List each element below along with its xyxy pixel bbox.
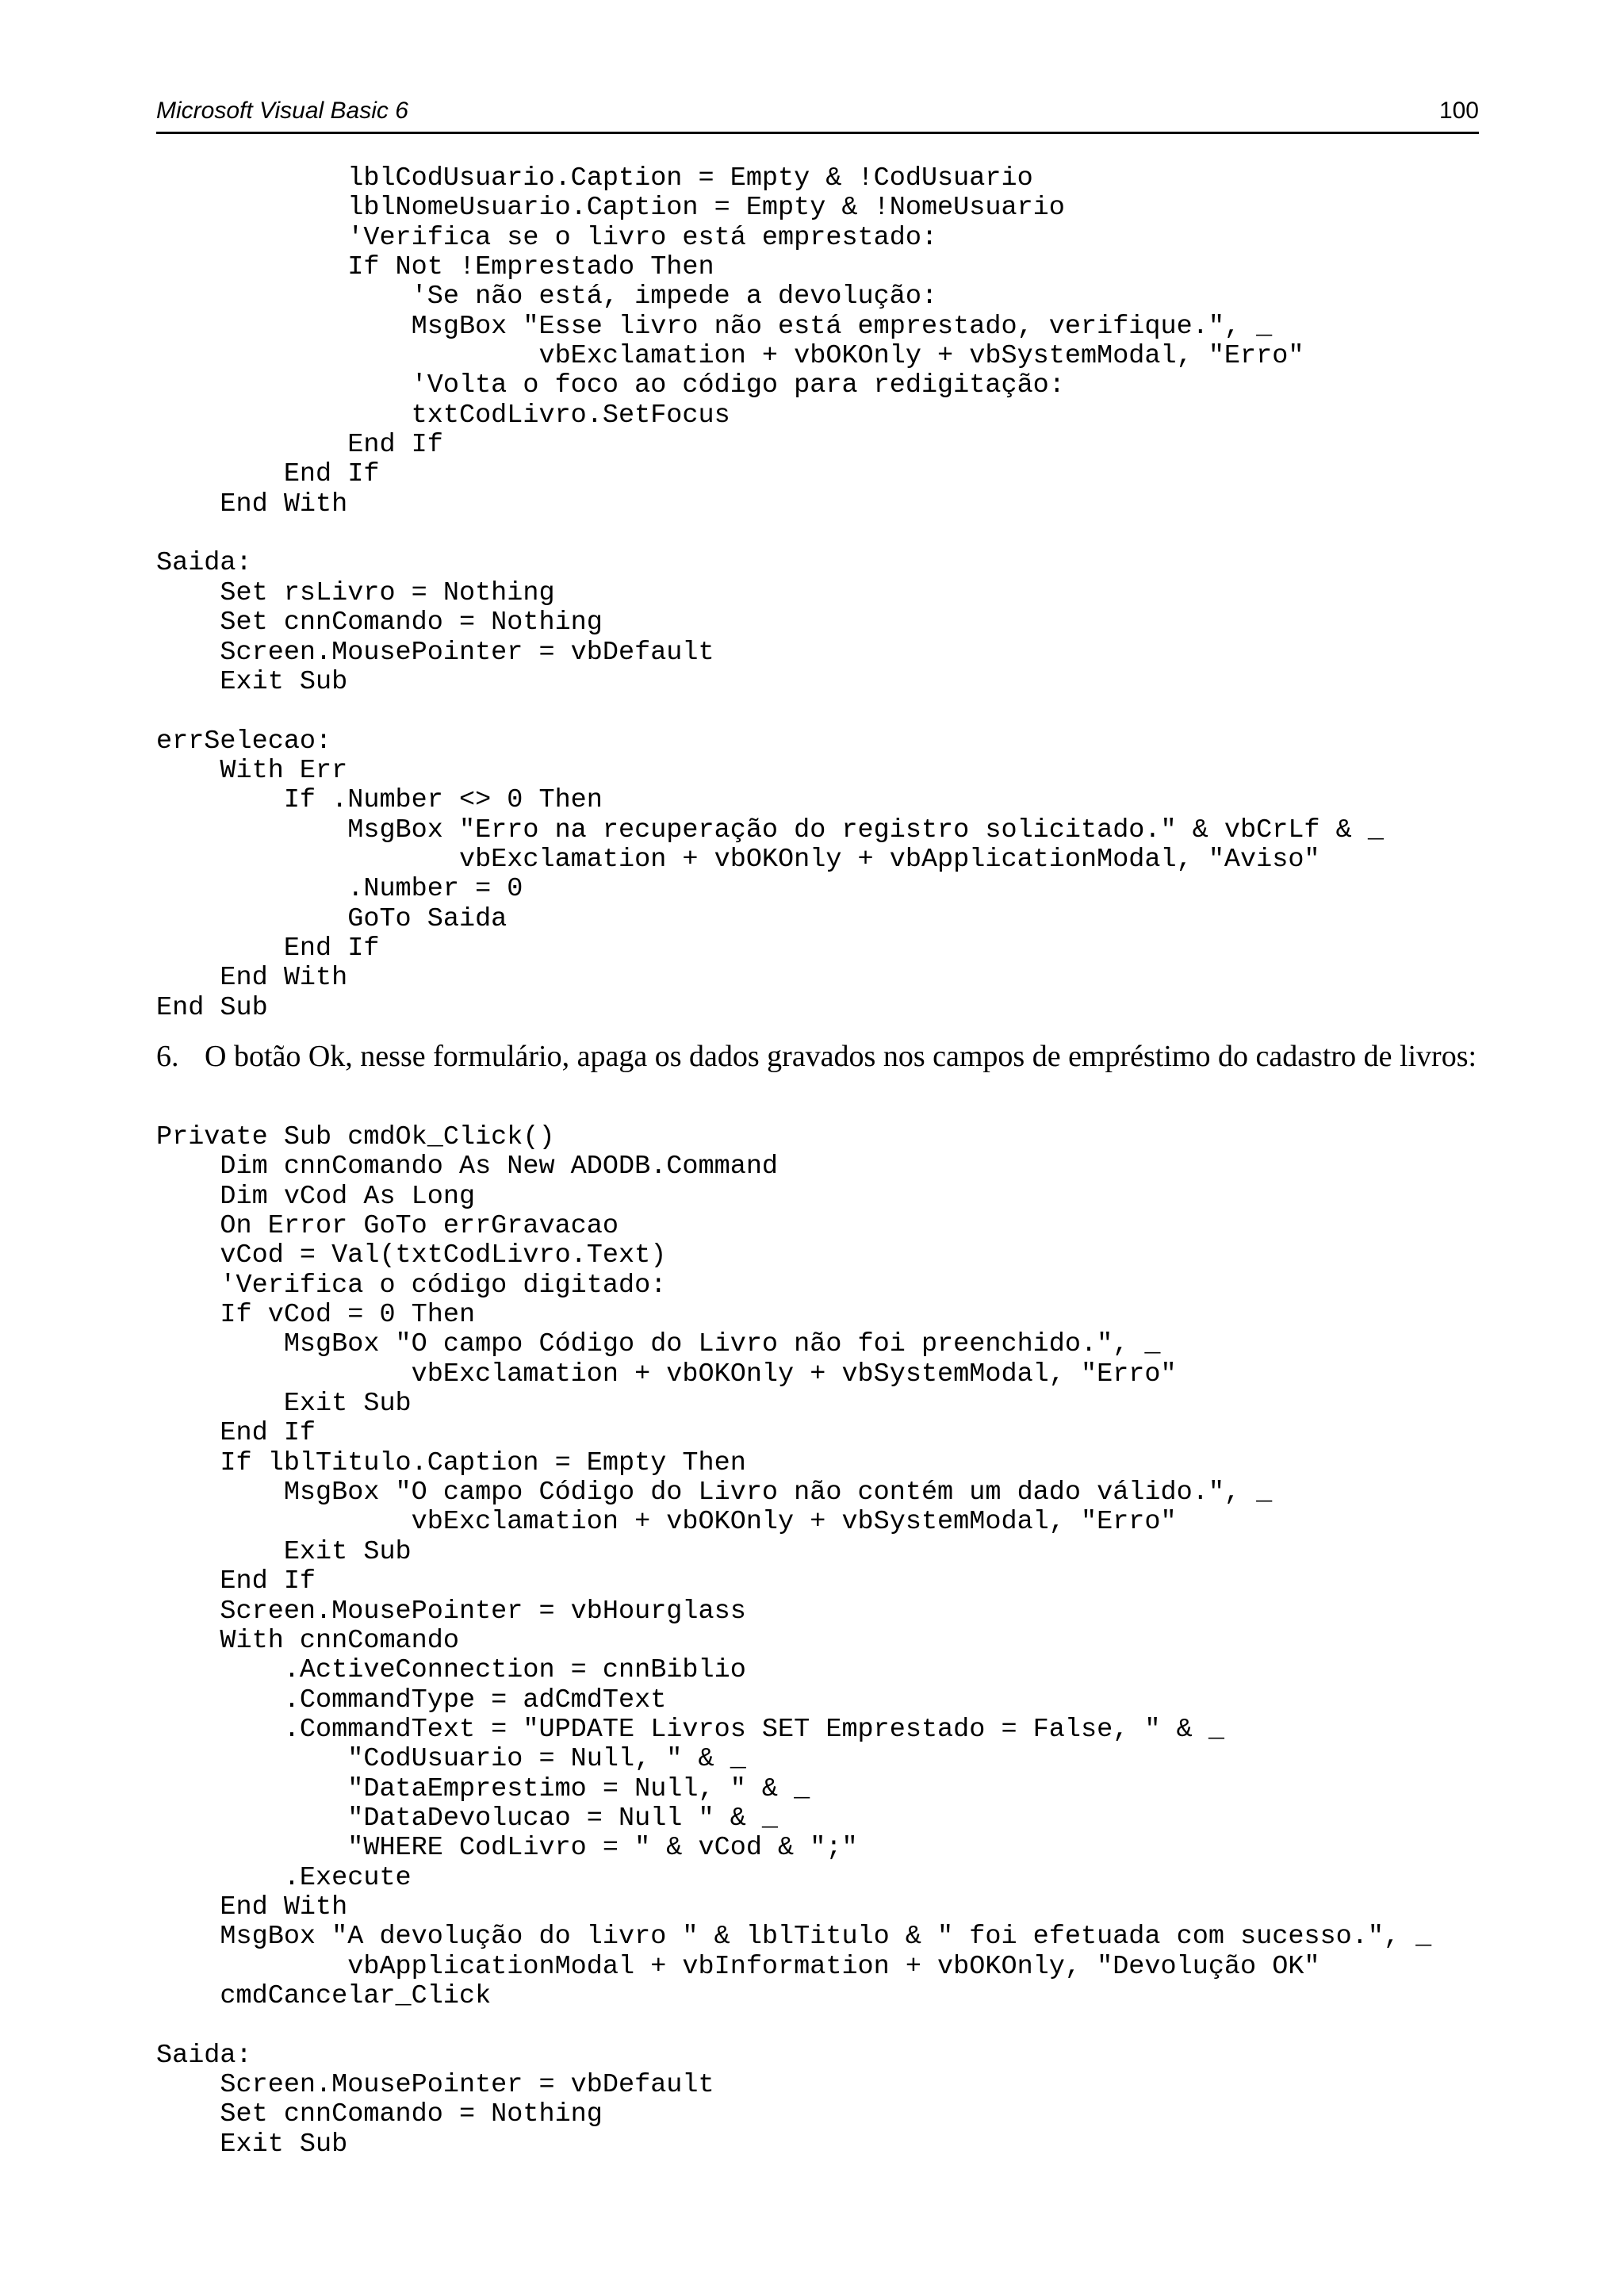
code-line: Screen.MousePointer = vbDefault: [156, 637, 714, 668]
code-line: MsgBox "O campo Código do Livro não foi preenchido.", _: [156, 1329, 1161, 1360]
list-item-number: 6.: [156, 1040, 179, 1073]
code-line: [156, 519, 1384, 549]
code-line: End If: [156, 1566, 316, 1597]
code-line: vCod = Val(txtCodLivro.Text): [156, 1240, 667, 1271]
code-line: Screen.MousePointer = vbDefault: [156, 2070, 714, 2100]
list-item-text: O botão Ok, nesse formulário, apaga os dados gravados nos campos de empréstimo do cadastro de livros:: [205, 1040, 1477, 1073]
page-header: [156, 94, 1479, 134]
code-line: On Error GoTo errGravacao: [156, 1211, 619, 1242]
code-block-top: [156, 164, 1384, 1023]
code-line: MsgBox "Esse livro não está emprestado, verifique.", _: [156, 311, 1273, 342]
code-line: Set rsLivro = Nothing: [156, 577, 555, 608]
code-line: If vCod = 0 Then: [156, 1300, 476, 1331]
code-line: lblCodUsuario.Caption = Empty & !CodUsuario: [156, 163, 1033, 194]
code-line: txtCodLivro.SetFocus: [156, 400, 730, 431]
code-line: Dim cnnComando As New ADODB.Command: [156, 1152, 779, 1182]
code-line: MsgBox "Erro na recuperação do registro solicitado." & vbCrLf & _: [156, 815, 1384, 845]
code-line: .Execute: [156, 1862, 412, 1893]
code-line: vbExclamation + vbOKOnly + vbSystemModal, "Erro": [156, 1359, 1177, 1389]
code-line: vbExclamation + vbOKOnly + vbSystemModal, "Erro": [156, 341, 1304, 372]
code-line: Exit Sub: [156, 1536, 412, 1567]
code-line: [156, 697, 1384, 726]
code-line: End With: [156, 1892, 348, 1922]
code-line: 'Verifica se o livro está emprestado:: [156, 222, 938, 253]
code-line: Dim vCod As Long: [156, 1181, 476, 1212]
code-line: "DataDevolucao = Null " & _: [156, 1803, 779, 1834]
code-line: End If: [156, 1418, 316, 1449]
code-line: Screen.MousePointer = vbHourglass: [156, 1596, 746, 1627]
code-line: End If: [156, 459, 380, 490]
code-line: lblNomeUsuario.Caption = Empty & !NomeUsuario: [156, 193, 1065, 224]
code-line: Private Sub cmdOk_Click(): [156, 1122, 555, 1152]
code-line: If .Number <> 0 Then: [156, 785, 603, 816]
code-line: vbExclamation + vbOKOnly + vbSystemModal, "Erro": [156, 1507, 1177, 1538]
code-line: vbExclamation + vbOKOnly + vbApplicationModal, "Aviso": [156, 844, 1320, 875]
code-line: End With: [156, 963, 348, 994]
code-line: vbApplicationModal + vbInformation + vbOKOnly, "Devolução OK": [156, 1951, 1320, 1982]
header-title: Microsoft Visual Basic 6: [156, 98, 408, 124]
code-line: GoTo Saida: [156, 903, 508, 934]
code-line: "DataEmprestimo = Null, " & _: [156, 1773, 810, 1804]
code-line: If Not !Emprestado Then: [156, 252, 714, 283]
code-line: Saida:: [156, 548, 252, 579]
code-line: With cnnComando: [156, 1625, 459, 1656]
code-line: End Sub: [156, 992, 268, 1023]
code-line: 'Volta o foco ao código para redigitação:: [156, 370, 1065, 401]
code-line: "WHERE CodLivro = " & vCod & ";": [156, 1833, 858, 1864]
code-line: Set cnnComando = Nothing: [156, 2099, 603, 2130]
code-line: .ActiveConnection = cnnBiblio: [156, 1655, 746, 1686]
code-line: End With: [156, 489, 348, 519]
code-line: If lblTitulo.Caption = Empty Then: [156, 1447, 746, 1478]
code-line: 'Se não está, impede a devolução:: [156, 282, 938, 312]
code-line: 'Verifica o código digitado:: [156, 1270, 667, 1301]
code-line: Exit Sub: [156, 2129, 348, 2160]
code-line: MsgBox "O campo Código do Livro não contém um dado válido.", _: [156, 1478, 1273, 1508]
code-line: Exit Sub: [156, 666, 348, 697]
code-line: Saida:: [156, 2040, 252, 2071]
page-number: 100: [1438, 98, 1479, 124]
code-line: End If: [156, 430, 443, 461]
code-line: .CommandText = "UPDATE Livros SET Emprestado = False, " & _: [156, 1714, 1224, 1745]
code-line: With Err: [156, 755, 348, 786]
code-line: cmdCancelar_Click: [156, 1980, 492, 2011]
code-line: errSelecao:: [156, 726, 332, 757]
code-line: .CommandType = adCmdText: [156, 1685, 667, 1715]
code-block-bottom: [156, 1123, 1431, 2160]
code-line: End If: [156, 933, 380, 964]
code-line: "CodUsuario = Null, " & _: [156, 1744, 746, 1775]
code-line: MsgBox "A devolução do livro " & lblTitulo & " foi efetuada com sucesso.", _: [156, 1922, 1432, 1953]
code-line: Set cnnComando = Nothing: [156, 608, 603, 638]
code-line: [156, 2011, 1431, 2041]
code-line: Exit Sub: [156, 1389, 412, 1420]
code-line: .Number = 0: [156, 874, 523, 905]
